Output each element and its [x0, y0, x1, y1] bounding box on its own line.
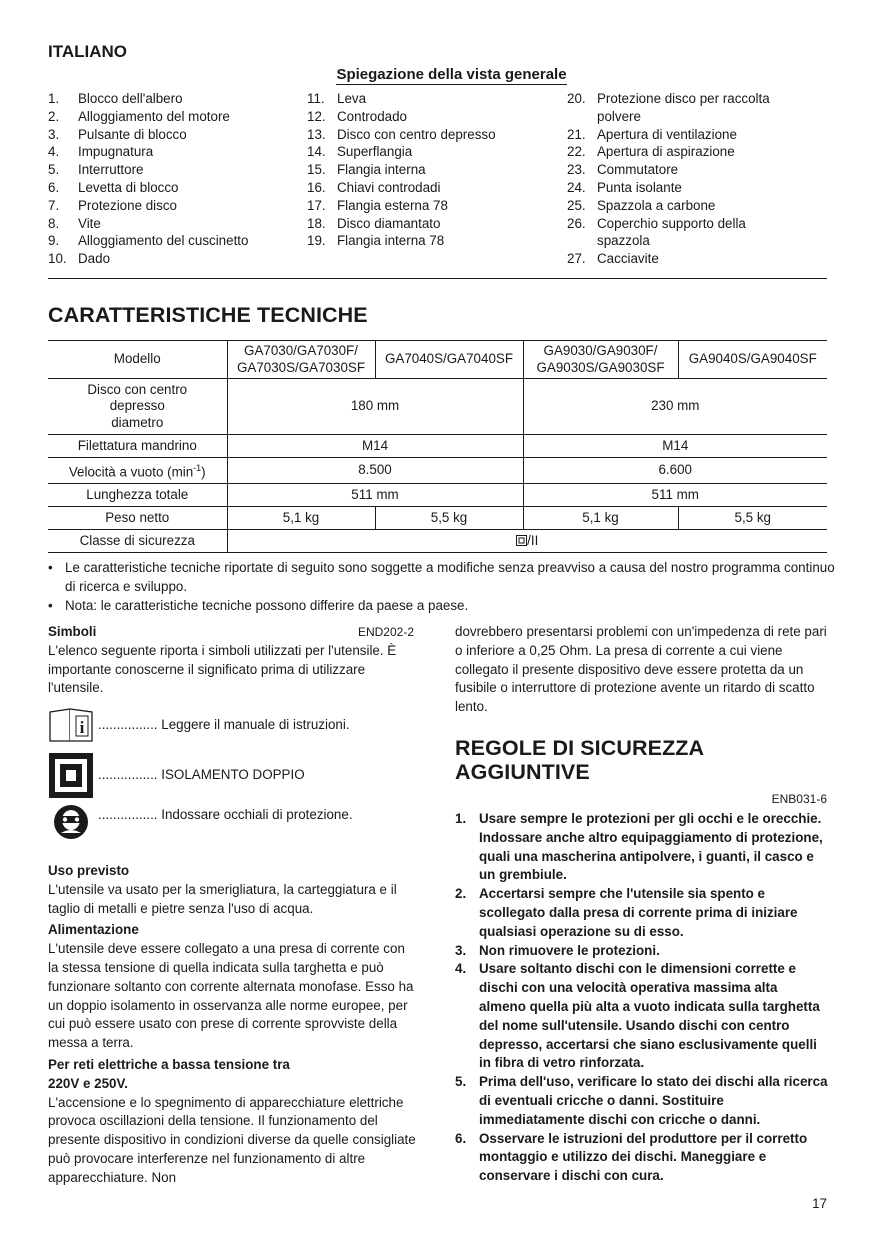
table-cell: GA9030/GA9030F/ GA9030S/GA9030SF — [523, 341, 678, 379]
use-text: L'utensile va usato per la smerigliatura, la carteggiatura e il taglio di metalli e pietre senza l'uso di acqua. — [48, 881, 397, 916]
list-item: 25. Spazzola a carbone — [567, 197, 716, 213]
table-cell: Peso netto — [48, 506, 227, 529]
table-row — [48, 458, 827, 484]
symbols-title: Simboli — [48, 624, 97, 639]
list-item: polvere — [597, 108, 641, 124]
table-cell: GA7040S/GA7040SF — [375, 341, 523, 379]
list-item: 27. Cacciavite — [567, 251, 659, 267]
table-cell: Velocità a vuoto $(\min^{-1})$ — [48, 458, 227, 484]
list-item: 4. Usare soltanto dischi con le dimensioni corrette e dischi con una velocità operativa massima alta almeno quella più alta a vuoto indicata sulla targhetta del nome sull'utensile. Usando dischi con centro depresso, accertarsi che siano esclusivamente quelli in fibra di vetro rinforzata. — [455, 961, 820, 1071]
left-column — [48, 623, 414, 698]
spec-notes — [48, 558, 838, 615]
svg-text:i: i — [79, 718, 85, 737]
specs-table — [48, 340, 827, 553]
use-title: Uso previsto — [48, 863, 130, 878]
table-cell: /II — [227, 529, 827, 552]
list-item: • Nota: le caratteristiche tecniche possono differire da paese a paese. — [48, 596, 838, 615]
table-cell: 180 mm — [227, 379, 523, 435]
list-item: 4. Impugnatura — [48, 144, 154, 160]
impedance-text: dovrebbero presentarsi problemi con un'impedenza di rete pari o inferiore a 0,25 Ohm. La presa di corrente a cui viene collegato il presente dispositivo deve essere protetta da un fusibile o interruttore di protezione avente un ritardo di scatto lento. — [455, 624, 827, 715]
symbol-manual-label: ................ Leggere il manuale di istruzioni. — [98, 716, 350, 732]
list-item: 22. Apertura di aspirazione — [567, 144, 735, 160]
page-number: 17 — [812, 1196, 827, 1211]
list-item: 9. Alloggiamento del cuscinetto — [48, 233, 249, 249]
list-item: 6. Osservare le istruzioni del produttore per il corretto montaggio e utilizzo dei dischi. Maneggiare e conservare i dischi con cura. — [455, 1130, 808, 1184]
list-item: • Le caratteristiche tecniche riportate di seguito sono soggette a modifiche senza preavviso a causa del nostro programma continuo di ricerca e sviluppo. — [48, 558, 838, 596]
list-item: 12. Controdado — [307, 108, 407, 124]
safety-goggles-icon — [48, 803, 94, 841]
overview-title: Spiegazione della vista generale — [336, 66, 567, 83]
list-item: 19. Flangia interna 78 — [307, 233, 445, 249]
table-cell: 5,1 kg — [227, 506, 375, 529]
parts-list-col3 — [567, 90, 829, 268]
list-item: 2. Alloggiamento del motore — [48, 108, 230, 124]
list-item: 13. Disco con centro depresso — [307, 126, 496, 142]
parts-list-col1 — [48, 90, 298, 268]
table-row — [48, 483, 827, 506]
safety-rules-list — [455, 810, 828, 1186]
table-cell: 230 mm — [523, 379, 827, 435]
symbol-manual-row — [48, 706, 350, 744]
list-item: 16. Chiavi controdadi — [307, 179, 441, 195]
list-item: 18. Disco diamantato — [307, 215, 441, 231]
list-item: 17. Flangia esterna 78 — [307, 197, 448, 213]
table-cell: 5,1 kg — [523, 506, 678, 529]
list-item: 21. Apertura di ventilazione — [567, 126, 737, 142]
list-item: 23. Commutatore — [567, 162, 679, 178]
list-item: 20. Protezione disco per raccolta — [567, 91, 770, 106]
list-item: 3. Pulsante di blocco — [48, 126, 187, 142]
symbol-double-insulation-row — [48, 752, 305, 799]
list-item: 2. Accertarsi sempre che l'utensile sia spento e scollegato dalla presa di corrente prima di iniziare qualsiasi operazione su di esso. — [455, 886, 798, 939]
table-cell: 8.500 — [227, 458, 523, 484]
table-cell: 5,5 kg — [375, 506, 523, 529]
read-manual-icon — [48, 706, 94, 744]
table-row — [48, 506, 827, 529]
list-item: 5. Prima dell'uso, verificare lo stato dei dischi alla ricerca di eventuali cricche o danni. Sostituire immediatamente dischi con cricche o danni. — [455, 1074, 828, 1127]
safety-rules-heading: REGOLE DI SICUREZZA AGGIUNTIVE — [455, 736, 705, 784]
language-heading: ITALIANO — [48, 42, 128, 61]
symbol-goggles-row — [48, 803, 353, 841]
table-cell: Filettatura mandrino — [48, 435, 227, 458]
section-divider — [48, 278, 827, 279]
power-text: L'utensile deve essere collegato a una presa di corrente con la stessa tensione di quella indicata sulla targhetta e può funzionare soltanto con corrente alternata monofase. Esso ha un doppio isolamento in osservanza alle norme europee, per cui può essere usato con prese di corrente sprovviste della messa a terra. — [48, 941, 414, 1051]
table-cell: GA9040S/GA9040SF — [678, 341, 827, 379]
table-cell: 511 mm — [227, 483, 523, 506]
list-item: 7. Protezione disco — [48, 197, 177, 213]
low-voltage-text: L'accensione e lo spegnimento di apparecchiature elettriche provoca oscillazioni della tensione. Il funzionamento del presente dispositivo in condizioni diverse da quelle consigliate può provocare interferenze nel funzionamento di altre apparecchiature. Non — [48, 1094, 416, 1185]
parts-list-col2 — [307, 90, 557, 250]
table-cell: 511 mm — [523, 483, 827, 506]
power-title: Alimentazione — [48, 922, 139, 938]
list-item: 14. Superflangia — [307, 144, 413, 160]
list-item: 6. Levetta di blocco — [48, 179, 179, 195]
list-item: 24. Punta isolante — [567, 179, 682, 195]
low-voltage-title: Per reti elettriche a bassa tensione tra 220V e 250V. — [48, 1056, 290, 1091]
list-item: 26. Coperchio supporto della — [567, 215, 746, 231]
list-item: 10. Dado — [48, 251, 111, 267]
list-item: 5. Interruttore — [48, 162, 144, 178]
table-cell: M14 — [227, 435, 523, 458]
table-row — [48, 379, 827, 435]
table-cell: Classe di sicurezza — [48, 529, 227, 552]
table-cell: GA7030/GA7030F/ GA7030S/GA7030SF — [227, 341, 375, 379]
left-column-lower — [48, 862, 418, 1188]
symbols-code: END202-2 — [357, 625, 414, 639]
symbols-text: L'elenco seguente riporta i simboli utilizzati per l'utensile. È importante conoscerne il significato prima di utilizzare l'utensile. — [48, 642, 397, 696]
list-item: spazzola — [597, 233, 650, 249]
list-item: 1. Usare sempre le protezioni per gli occhi e le orecchie. Indossare anche altro equipaggiamento di protezione, quali una mascherina antipolvere, i guanti, il casco e un grembiule. — [455, 811, 823, 883]
double-insulation-icon — [48, 752, 94, 799]
specs-heading: CARATTERISTICHE TECNICHE — [48, 303, 368, 327]
table-cell: Disco con centro depresso diametro — [48, 379, 227, 435]
list-item: 3. Non rimuovere le protezioni. — [455, 942, 660, 958]
list-item: 1. Blocco dell'albero — [48, 91, 183, 106]
right-column-continued — [455, 623, 828, 717]
table-row — [48, 529, 827, 552]
table-cell: 5,5 kg — [678, 506, 827, 529]
list-item: 15. Flangia interna — [307, 162, 426, 178]
table-cell: Lunghezza totale — [48, 483, 227, 506]
list-item: 8. Vite — [48, 215, 101, 231]
table-cell: M14 — [523, 435, 827, 458]
rules-code: ENB031-6 — [771, 792, 827, 806]
table-row — [48, 341, 827, 379]
table-cell: Modello — [48, 341, 227, 379]
symbol-goggles-label: ................ Indossare occhiali di protezione. — [98, 806, 353, 822]
list-item: 11. Leva — [307, 91, 367, 106]
symbol-double-insulation-label: ................ ISOLAMENTO DOPPIO — [98, 767, 305, 783]
double-insulation-icon — [516, 535, 527, 546]
table-cell: 6.600 — [523, 458, 827, 484]
table-row — [48, 435, 827, 458]
